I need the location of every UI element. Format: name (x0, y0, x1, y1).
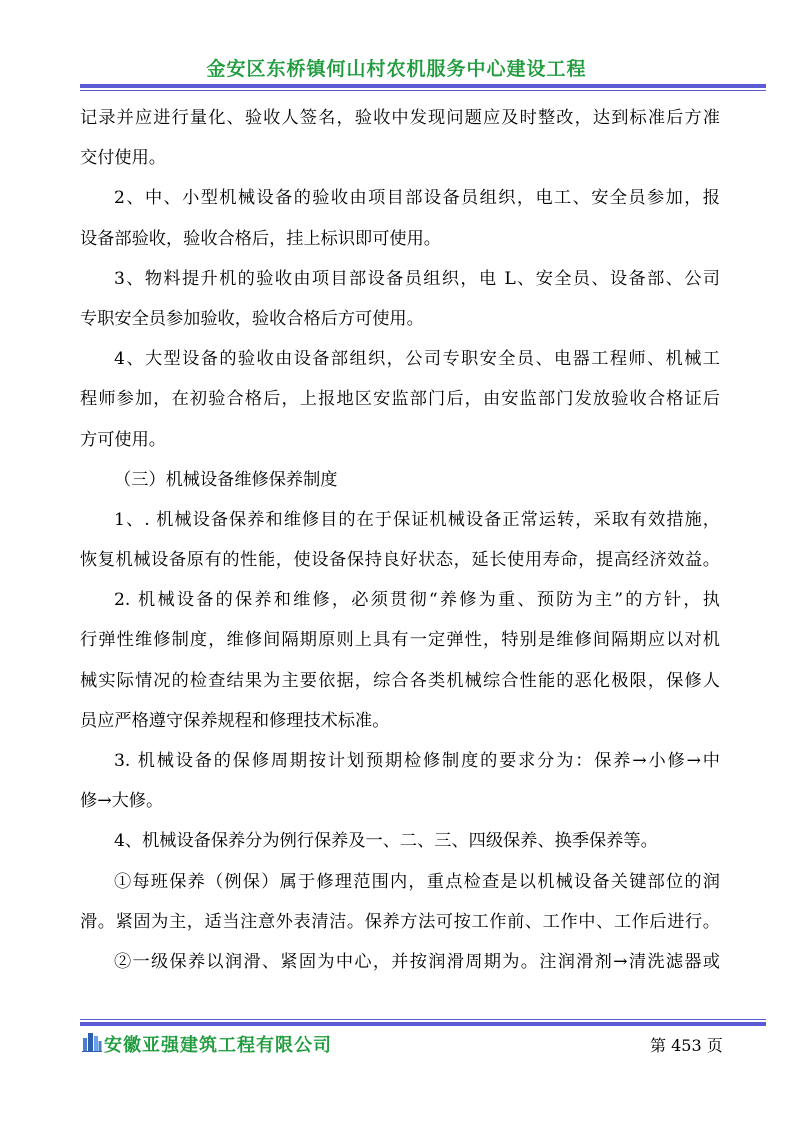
header-divider (80, 84, 766, 91)
text-line: ①每班保养（例保）属于修理范围内，重点检查是以机械设备关键部位的润 (114, 871, 720, 892)
text-line: 滑。紧固为主，适当注意外表清洁。保养方法可按工作前、工作中、工作后进行。 (80, 911, 720, 932)
text-line: 方可使用。 (80, 429, 166, 450)
footer-divider (80, 1019, 766, 1026)
text-line: （三）机械设备维修保养制度 (114, 469, 338, 490)
text-line: 程师参加，在初验合格后，上报地区安监部门后，由安监部门发放验收合格证后 (80, 389, 720, 410)
text-line: 2. 机械设备的保养和维修，必须贯彻“养修为重、预防为主”的方针，执 (114, 590, 720, 611)
text-line: 1、. 机械设备保养和维修目的在于保证机械设备正常运转，采取有效措施， (114, 509, 720, 530)
text-line: 员应严格遵守保养规程和修理技术标准。 (80, 710, 390, 731)
text-line: 设备部验收，验收合格后，挂上标识即可使用。 (80, 228, 441, 249)
text-line: 修→大修。 (80, 791, 164, 812)
text-line: 行弹性维修制度，维修间隔期原则上具有一定弹性，特别是维修间隔期应以对机 (80, 630, 720, 651)
text-line: ②一级保养以润滑、紧固为中心，并按润滑周期为。注润滑剂→清洗滤器或 (114, 951, 720, 972)
page-number: 第 453 页 (650, 1036, 723, 1055)
company-name: 安徽亚强建筑工程有限公司 (104, 1035, 332, 1056)
text-line: 专职安全员参加验收，验收合格后方可使用。 (80, 308, 424, 329)
document-body (80, 98, 720, 982)
text-line: 4、大型设备的验收由设备部组织，公司专职安全员、电器工程师、机械工 (114, 349, 720, 370)
text-line: 3、物料提升机的验收由项目部设备员组织，电 L、安全员、设备部、公司 (114, 268, 720, 289)
text-line: 记录并应进行量化、验收人签名，验收中发现问题应及时整改，达到标准后方准 (80, 108, 720, 128)
text-line: 恢复机械设备原有的性能，使设备保持良好状态，延长使用寿命，提高经济效益。 (80, 550, 720, 571)
text-line: 4、机械设备保养分为例行保养及一、二、三、四级保养、换季保养等。 (114, 831, 658, 852)
text-line: 2、中、小型机械设备的验收由项目部设备员组织，电工、安全员参加，报 (114, 188, 720, 209)
page-title: 金安区东桥镇何山村农机服务中心建设工程 (206, 58, 587, 80)
text-line: 交付使用。 (80, 148, 166, 169)
text-line: 械实际情况的检查结果为主要依据，综合各类机械综合性能的恶化极限，保修人 (80, 670, 720, 691)
building-icon (82, 1030, 102, 1052)
text-line: 3. 机械设备的保修周期按计划预期检修制度的要求分为：保养→小修→中 (114, 751, 720, 771)
